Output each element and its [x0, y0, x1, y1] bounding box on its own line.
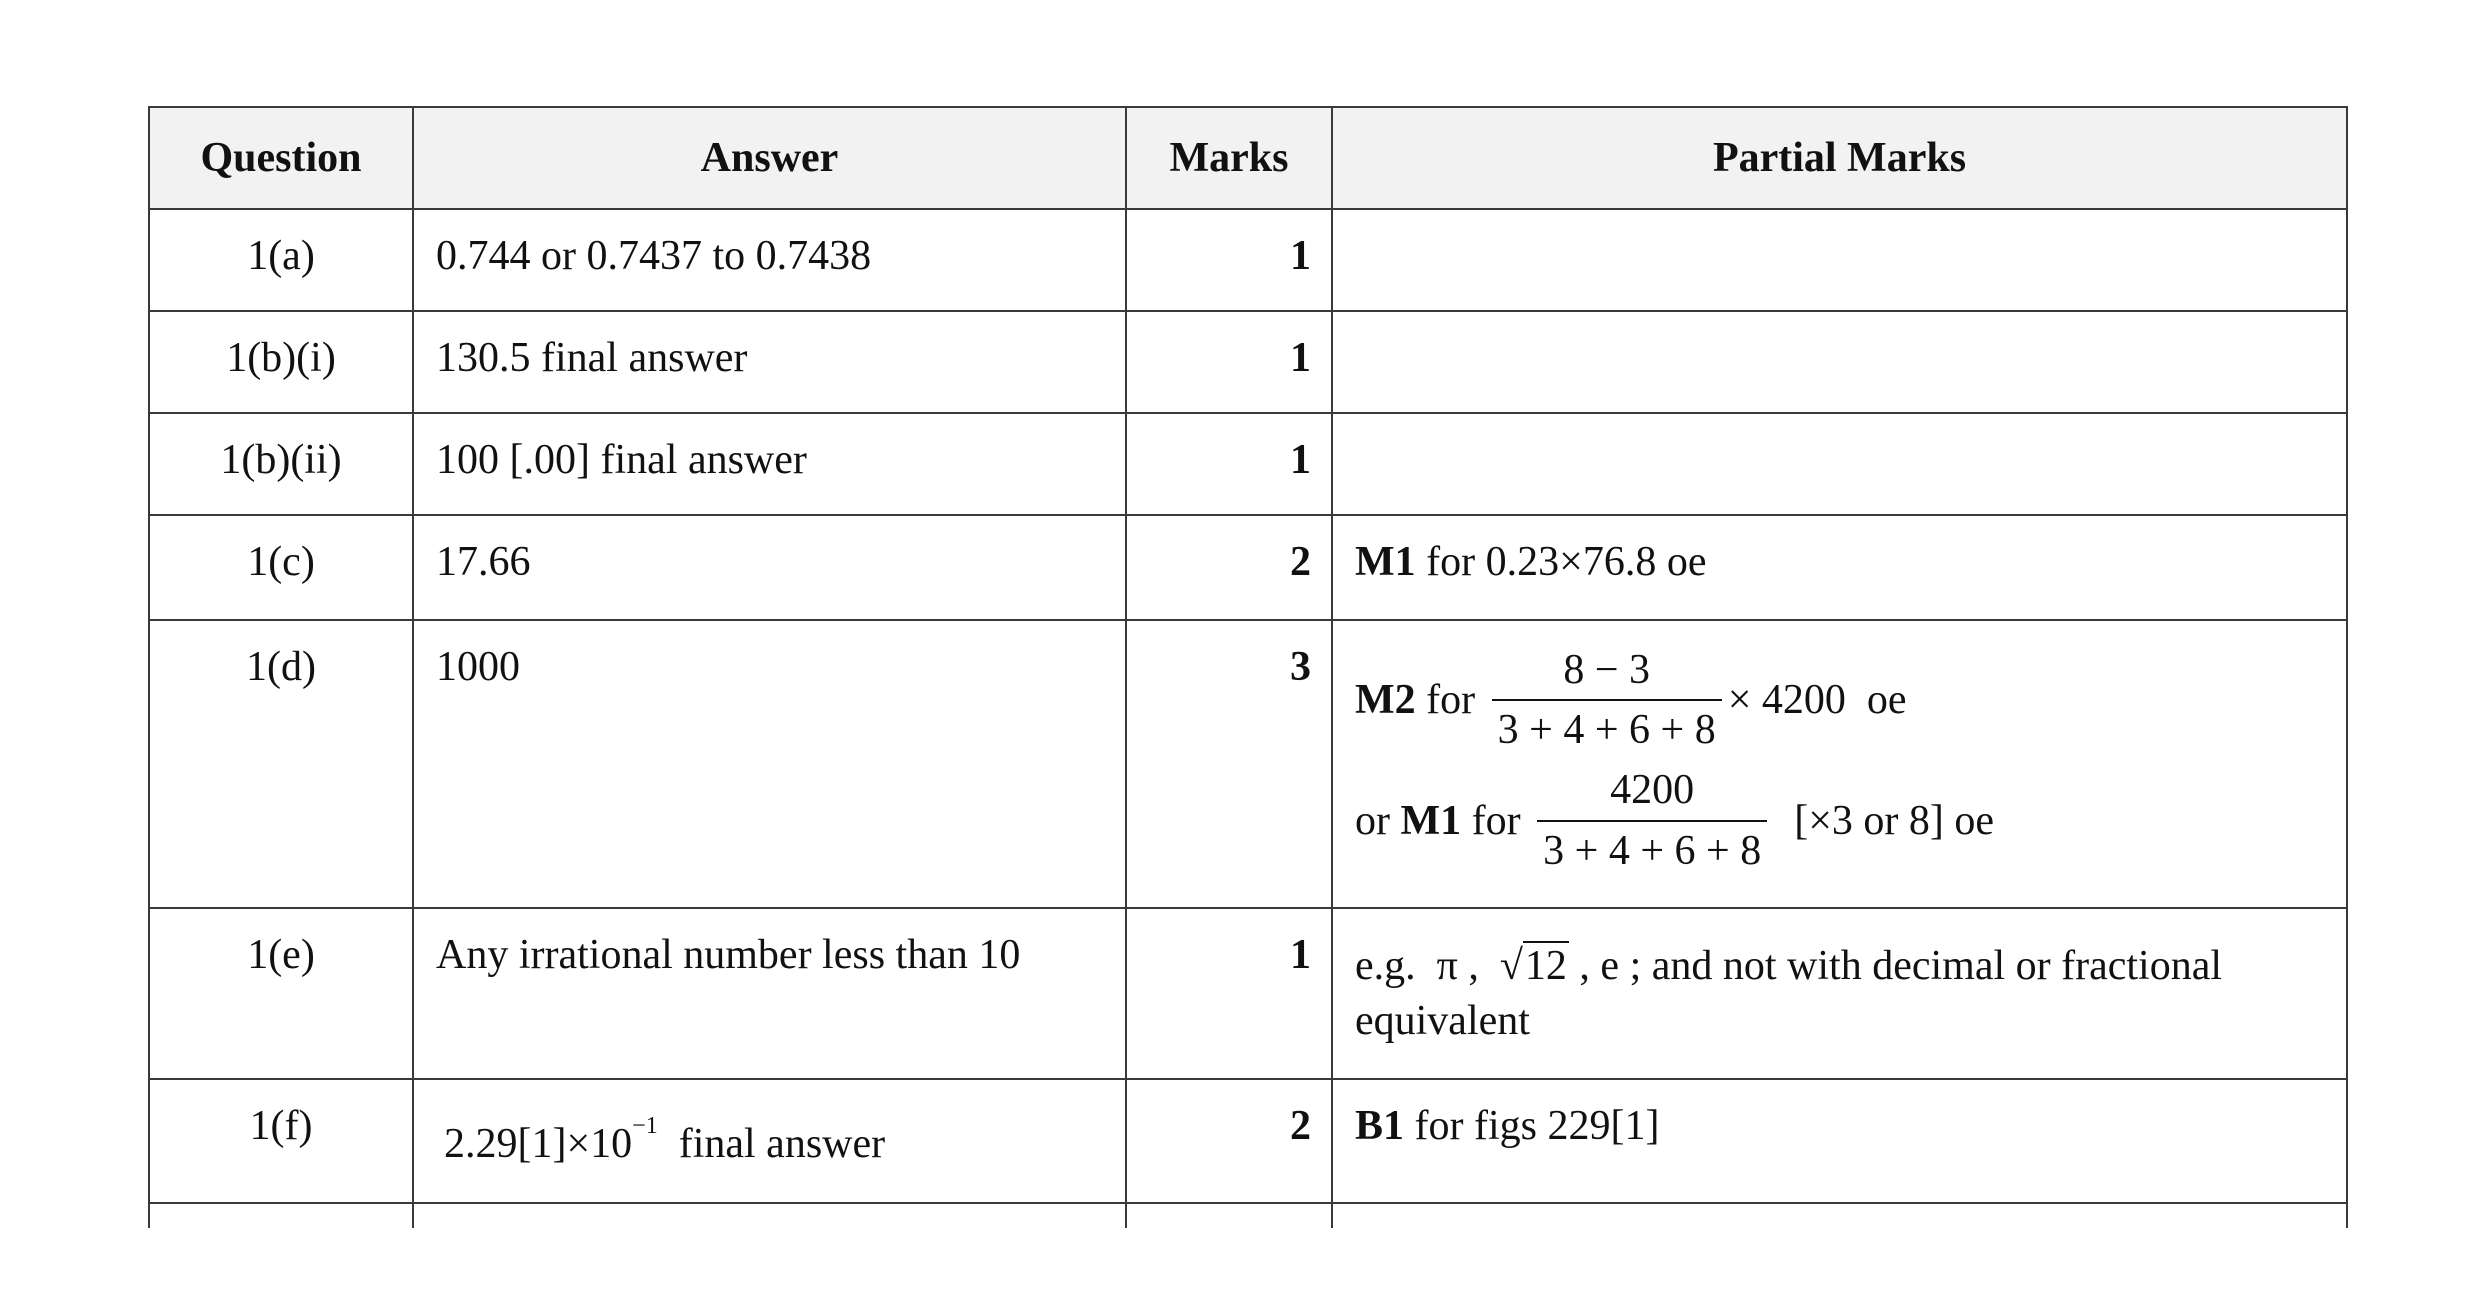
table-row: [149, 1079, 2347, 1203]
question-cell: 1(e): [149, 908, 413, 1079]
partial-text: e.g. π ,: [1355, 943, 1500, 989]
partial-marks-header: Partial Marks: [1332, 107, 2347, 209]
partial-text: × 4200 oe: [1727, 677, 1907, 724]
table-row: [149, 908, 2347, 1079]
partial-text: for: [1415, 677, 1486, 724]
marks-cell: 2: [1126, 1079, 1332, 1203]
question-cell: 1(c): [149, 515, 413, 620]
marks-cell: 2: [1126, 515, 1332, 620]
partial-marks-cell: [1332, 413, 2347, 515]
fraction-denominator: 3 + 4 + 6 + 8: [1497, 707, 1716, 754]
answer-cell: Any irrational number less than 10: [413, 908, 1126, 1079]
mark-code: M2: [1355, 677, 1416, 724]
question-cell: 1(b)(ii): [149, 413, 413, 515]
fraction: [1492, 647, 1722, 753]
question-header: Question: [149, 107, 413, 209]
fraction-numerator: 4200: [1537, 767, 1767, 821]
fraction-denominator: 3 + 4 + 6 + 8: [1543, 827, 1762, 874]
header-row: [149, 107, 2347, 209]
marks-cell: 1: [1126, 209, 1332, 311]
partial-marks-cell: [1332, 209, 2347, 311]
answer-cell: 1000: [413, 620, 1126, 908]
answer-cell: 100 [.00] final answer: [413, 413, 1126, 515]
partial-text: for: [1461, 797, 1532, 844]
table-row: [149, 515, 2347, 620]
partial-marks-cell: [1332, 908, 2347, 1079]
partial-line: [1355, 767, 2324, 873]
question-cell: [149, 1203, 413, 1228]
marks-cell: 3: [1126, 620, 1332, 908]
marks-cell: 1: [1126, 311, 1332, 413]
answer-cell: 17.66: [413, 515, 1126, 620]
partial-text: for 0.23×76.8 oe: [1415, 539, 1707, 585]
question-cell: 1(f): [149, 1079, 413, 1203]
partial-text: [×3 or 8] oe: [1773, 797, 1994, 844]
question-cell: 1(b)(i): [149, 311, 413, 413]
answer-exponent: −1: [632, 1113, 658, 1139]
answer-tail: final answer: [657, 1121, 886, 1167]
question-cell: 1(a): [149, 209, 413, 311]
table-row: [149, 209, 2347, 311]
answer-mantissa: 2.29[1]×10: [444, 1121, 633, 1167]
table-row: [149, 413, 2347, 515]
mark-code: M1: [1355, 539, 1416, 585]
answer-cell: 130.5 final answer: [413, 311, 1126, 413]
answer-cell: [413, 1203, 1126, 1228]
partial-marks-cell: [1332, 311, 2347, 413]
marks-header: Marks: [1126, 107, 1332, 209]
partial-marks-cell: [1332, 1203, 2347, 1228]
mark-code: M1: [1400, 797, 1462, 844]
partial-marks-cell: [1332, 1079, 2347, 1203]
marks-cell: 1: [1126, 908, 1332, 1079]
fraction-numerator: 8 − 3: [1492, 647, 1722, 701]
partial-line: [1355, 647, 2324, 753]
question-cell: 1(d): [149, 620, 413, 908]
answer-cell: 0.744 or 0.7437 to 0.7438: [413, 209, 1126, 311]
marks-cell: 1: [1126, 413, 1332, 515]
table-row-partial: [149, 1203, 2347, 1228]
radicand: 12: [1524, 943, 1567, 989]
partial-text: , e ; and not with decimal or fractional equivalent: [1355, 943, 2223, 1044]
table-row: [149, 620, 2347, 908]
answer-header: Answer: [413, 107, 1126, 209]
marks-cell: [1126, 1203, 1332, 1228]
answer-cell: [413, 1079, 1126, 1203]
table-row: [149, 311, 2347, 413]
fraction: [1537, 767, 1767, 873]
square-root: √12: [1499, 943, 1567, 989]
mark-code: B1: [1355, 1103, 1405, 1149]
partial-marks-cell: [1332, 620, 2347, 908]
partial-text: for figs 229[1]: [1404, 1103, 1660, 1149]
partial-marks-cell: [1332, 515, 2347, 620]
mark-scheme-table: [148, 106, 2348, 1228]
partial-text: or: [1355, 797, 1401, 844]
